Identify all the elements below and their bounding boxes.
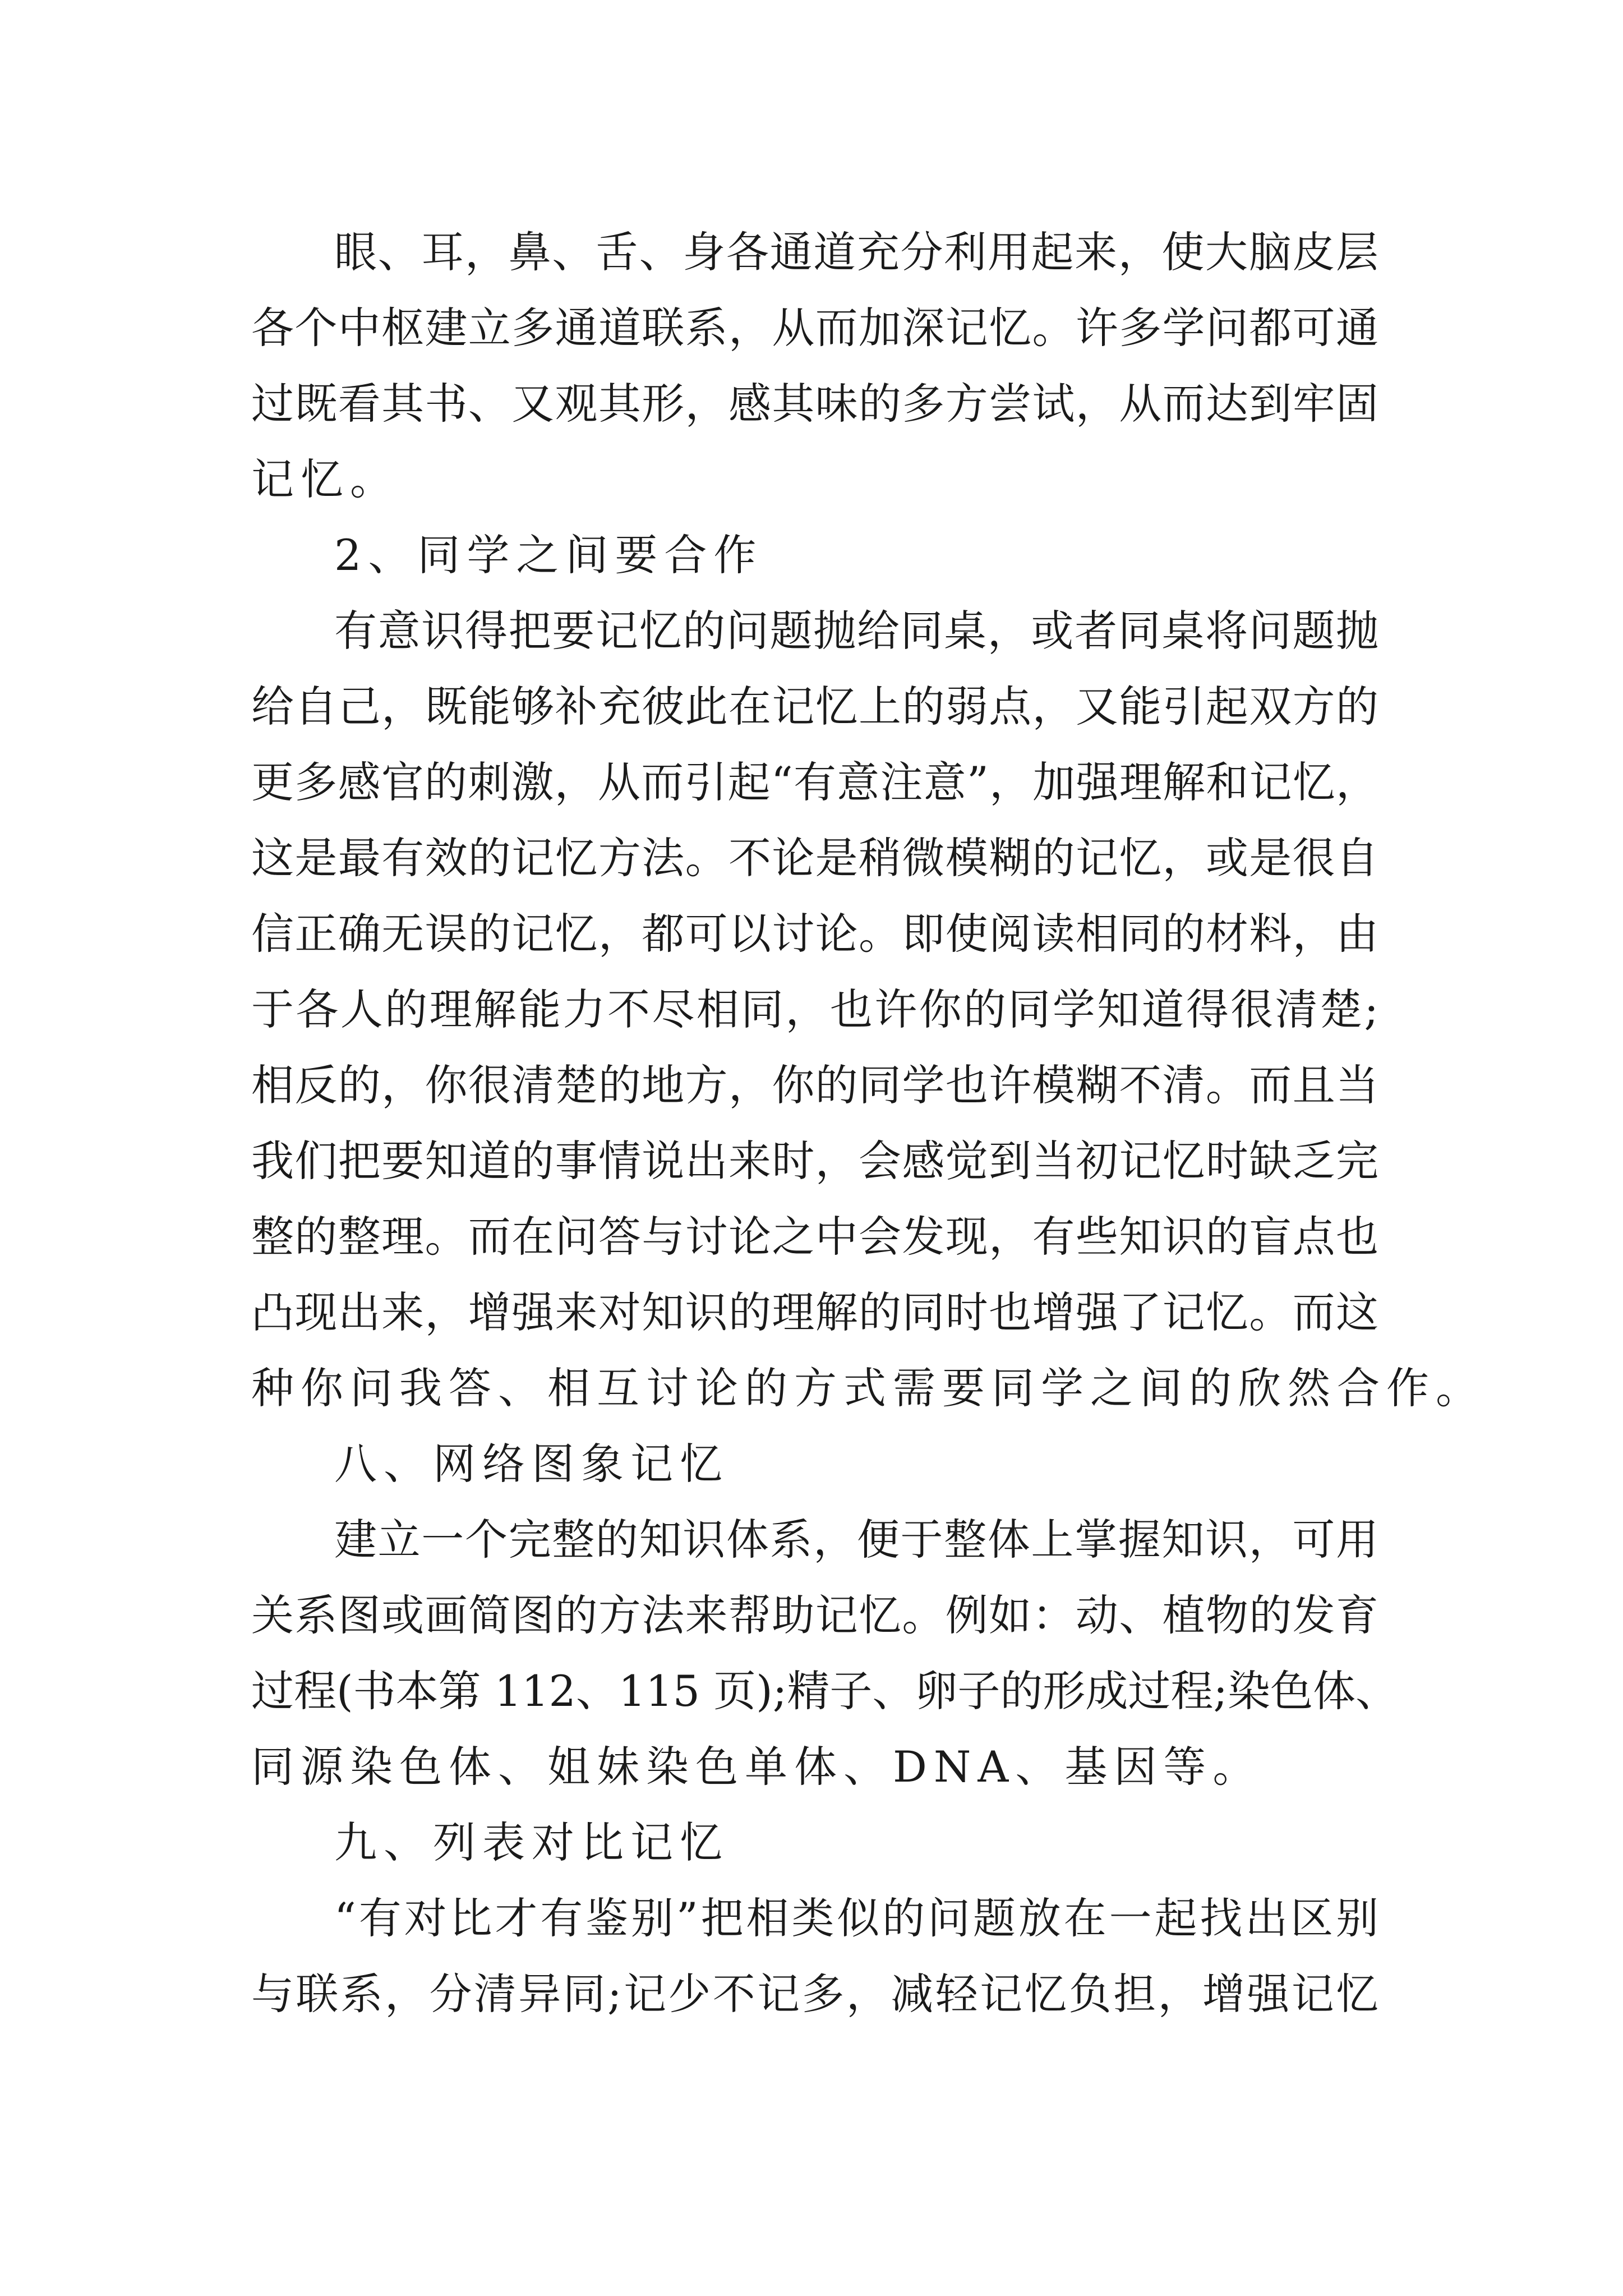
text-line: 整的整理。而在问答与讨论之中会发现，有些知识的盲点也 [251, 1212, 1378, 1262]
text-line: 记忆。 [251, 454, 399, 504]
text-line: 建立一个完整的知识体系，便于整体上掌握知识，可用 [334, 1515, 1378, 1565]
text-line: 相反的，你很清楚的地方，你的同学也许模糊不清。而且当 [251, 1060, 1378, 1110]
text-line: 信正确无误的记忆，都可以讨论。即使阅读相同的材料，由 [251, 909, 1378, 959]
text-line: 有意识得把要记忆的问题抛给同桌，或者同桌将问题抛 [334, 606, 1378, 656]
section-heading: 2、同学之间要合作 [334, 530, 763, 580]
text-line: “有对比才有鉴别”把相类似的问题放在一起找出区别 [334, 1893, 1378, 1943]
text-line: 与联系，分清异同;记少不记多，减轻记忆负担，增强记忆 [251, 1969, 1378, 2019]
section-heading: 九、列表对比记忆 [334, 1818, 729, 1867]
section-heading: 八、网络图象记忆 [334, 1439, 729, 1489]
text-line: 眼、耳，鼻、舌、身各通道充分利用起来，使大脑皮层 [334, 227, 1378, 277]
text-line: 过程(书本第 112、115 页);精子、卵子的形成过程;染色体、 [251, 1666, 1398, 1716]
text-line: 过既看其书、又观其形，感其味的多方尝试，从而达到牢固 [251, 379, 1378, 429]
text-line: 凸现出来，增强来对知识的理解的同时也增强了记忆。而这 [251, 1287, 1378, 1337]
text-line: 各个中枢建立多通道联系，从而加深记忆。许多学问都可通 [251, 303, 1378, 353]
text-line: 这是最有效的记忆方法。不论是稍微模糊的记忆，或是很自 [251, 833, 1378, 883]
text-line: 关系图或画简图的方法来帮助记忆。例如：动、植物的发育 [251, 1590, 1378, 1640]
text-line: 更多感官的刺激，从而引起“有意注意”，加强理解和记忆， [251, 757, 1378, 807]
text-line: 同源染色体、姐妹染色单体、DNA、基因等。 [251, 1742, 1262, 1792]
text-line: 种你问我答、相互讨论的方式需要同学之间的欣然合作。 [251, 1363, 1485, 1413]
text-line: 我们把要知道的事情说出来时，会感觉到当初记忆时缺乏完 [251, 1136, 1378, 1186]
text-line: 于各人的理解能力不尽相同，也许你的同学知道得很清楚; [251, 984, 1378, 1034]
text-line: 给自己，既能够补充彼此在记忆上的弱点，又能引起双方的 [251, 682, 1378, 731]
